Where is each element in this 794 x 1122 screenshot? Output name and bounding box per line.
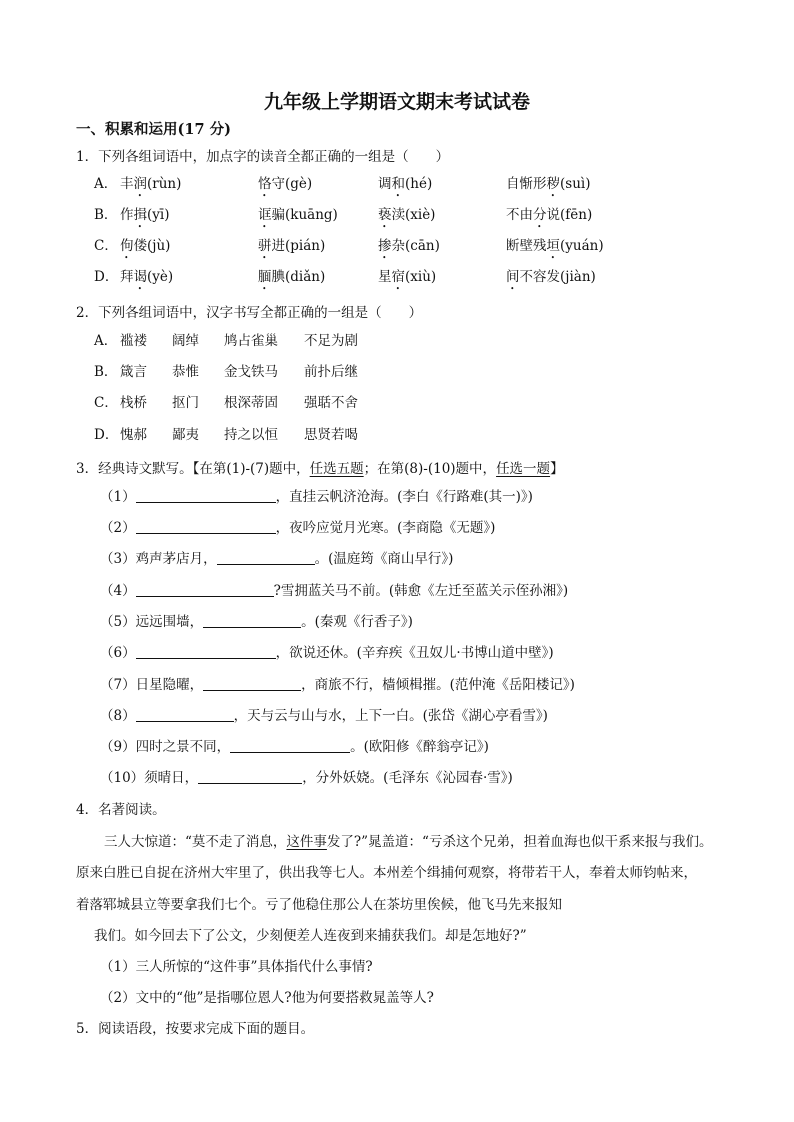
option-label: C． [94, 395, 118, 411]
passage-text: 发了?”晁盖道：“亏杀这个兄弟，担着血海也似干系来报与我们。 [326, 834, 713, 850]
item-text: 日星隐曜， [135, 677, 204, 693]
item-text: ，分外妖娆。(毛泽东《沁园春·雪》) [302, 770, 513, 786]
word-text: (yī) [147, 207, 170, 223]
dotted-char: 恪 [258, 176, 272, 192]
dotted-char: 腼 [258, 269, 272, 285]
dotted-char: 秽 [546, 176, 560, 192]
item-number: （1） [100, 489, 136, 505]
passage-line: 着落郓城县立等要拿我们七个。亏了他稳住那公人在茶坊里俟候，他飞马先来报知 [76, 897, 562, 913]
option-word: 强聒不舍 [304, 395, 358, 411]
word-text: 腆(diǎn) [271, 269, 326, 285]
item-text: 。(欧阳修《醉翁亭记》) [350, 739, 489, 755]
item-number: （3） [100, 551, 136, 567]
recitation-item [100, 769, 513, 787]
option-label: A． [94, 333, 118, 349]
item-text: 。(温庭筠《商山早行》) [314, 551, 454, 567]
dotted-char: 骈 [258, 238, 272, 254]
answer-blank [136, 707, 234, 722]
passage-line: 原来白胜已自捉在济州大牢里了，供出我等七人。本州差个缉捕何观察，将带若干人，奉着太师钧帖来， [76, 865, 697, 881]
option-word [258, 268, 325, 293]
option-word: 阔绰 [172, 333, 199, 349]
word-text: 调 [378, 176, 392, 192]
question-5-stem: 5．阅读语段，按要求完成下面的题目。 [76, 1021, 315, 1037]
option-label: D． [94, 427, 119, 443]
word-text: 渎(xiè) [391, 207, 436, 223]
answer-blank [217, 550, 315, 565]
item-number: （8） [100, 708, 136, 724]
dotted-char: 揖 [133, 207, 147, 223]
answer-blank [136, 582, 274, 597]
option-word [120, 268, 173, 293]
item-number: （10） [100, 770, 145, 786]
item-text: 须晴日， [144, 770, 199, 786]
option-word: 金戈铁马 [224, 364, 278, 380]
item-text: ，夜吟应觉月光寒。(李商隐《无题》) [275, 520, 496, 536]
question-3-stem [76, 460, 564, 478]
stem-text: 】 [550, 461, 564, 477]
option-word [258, 237, 325, 262]
item-text: 四时之景不同， [135, 739, 231, 755]
answer-blank [203, 676, 301, 691]
word-text: 断壁残 [506, 238, 547, 254]
option-word: 不足为剧 [304, 333, 358, 349]
dotted-char: 润 [133, 176, 147, 192]
option-word [378, 268, 436, 293]
item-number: （5） [100, 614, 136, 630]
item-text: 远远围墙， [135, 614, 204, 630]
passage-underlined: 这件事 [286, 834, 327, 850]
option-word [120, 175, 181, 200]
option-label: B． [94, 364, 118, 380]
word-text: 杂(cān) [391, 238, 440, 254]
word-text: 拜 [120, 269, 134, 285]
answer-blank [198, 769, 302, 784]
item-number: （9） [100, 739, 136, 755]
passage-line: 我们。如今回去下了公文，少刻便差人连夜到来捕获我们。却是怎地好?” [94, 928, 527, 944]
option-label: B． [94, 207, 118, 223]
word-text: (yuán) [560, 238, 604, 254]
dotted-char: 谒 [133, 269, 147, 285]
recitation-item [100, 582, 568, 600]
recitation-item [100, 644, 554, 662]
word-text: 不容发(jiàn) [519, 269, 596, 285]
word-text: (yè) [147, 269, 174, 285]
recitation-item [100, 707, 548, 725]
option-word [378, 237, 440, 262]
sub-question: （1）三人所惊的“这件事”具体指代什么事情? [100, 959, 373, 975]
option-word: 箴言 [120, 364, 147, 380]
word-text: (hé) [405, 176, 433, 192]
option-word [378, 175, 432, 200]
word-text: 自惭形 [506, 176, 547, 192]
recitation-item [100, 550, 453, 568]
recitation-item [100, 519, 495, 537]
word-text: 作 [120, 207, 134, 223]
recitation-item [100, 613, 413, 631]
dotted-char: 间 [506, 269, 520, 285]
option-word [120, 237, 170, 262]
item-text: ，欲说还休。(辛弃疾《丑奴儿·书博山道中壁》) [275, 645, 554, 661]
option-word [506, 268, 596, 293]
stem-emphasis: 任选五题 [309, 461, 364, 477]
option-word: 鄙夷 [172, 427, 199, 443]
dotted-char: 分 [533, 207, 547, 223]
passage-line [104, 833, 712, 851]
option-word: 前扑后继 [304, 364, 358, 380]
option-word [258, 206, 338, 231]
recitation-item [100, 676, 575, 694]
option-word: 恭惟 [172, 364, 199, 380]
word-text: 星 [378, 269, 392, 285]
stem-emphasis: 任选一题 [496, 461, 551, 477]
question-4-stem: 4．名著阅读。 [76, 802, 166, 818]
option-word: 鸠占雀巢 [224, 333, 278, 349]
option-word [258, 175, 312, 200]
option-word: 抠门 [172, 395, 199, 411]
option-word [506, 175, 590, 200]
word-text: 偻(jù) [133, 238, 171, 254]
word-text: 骗(kuāng) [271, 207, 338, 223]
section-heading: 一、积累和运用(17 分) [76, 121, 231, 138]
option-label: D． [94, 269, 119, 285]
option-word: 根深蒂固 [224, 395, 278, 411]
item-number: （7） [100, 677, 136, 693]
sub-question: （2）文中的“他”是指哪位恩人?他为何要搭救晁盖等人? [100, 990, 434, 1006]
dotted-char: 掺 [378, 238, 392, 254]
answer-blank [230, 738, 350, 753]
option-word: 褴褛 [120, 333, 147, 349]
answer-blank [203, 613, 301, 628]
option-label: A． [94, 176, 118, 192]
dotted-char: 垣 [546, 238, 560, 254]
stem-text: ；在第(8)-(10)题中， [363, 461, 497, 477]
word-text: 守(gè) [271, 176, 313, 192]
dotted-char: 佝 [120, 238, 134, 254]
dotted-char: 和 [391, 176, 405, 192]
option-label: C． [94, 238, 118, 254]
item-text: 。(秦观《行香子》) [301, 614, 413, 630]
word-text: (suì) [560, 176, 591, 192]
item-text: ?雪拥蓝关马不前。(韩愈《左迁至蓝关示侄孙湘》) [273, 583, 569, 599]
passage-text: 三人大惊道：“莫不走了消息， [104, 834, 287, 850]
page-title: 九年级上学期语文期末考试试卷 [263, 91, 530, 113]
word-text: (rùn) [147, 176, 182, 192]
option-word: 愧郝 [120, 427, 147, 443]
recitation-item [100, 738, 489, 756]
option-word [506, 237, 604, 262]
recitation-item [100, 488, 533, 506]
option-word: 栈桥 [120, 395, 147, 411]
option-word: 思贤若喝 [304, 427, 358, 443]
question-1-stem: 1．下列各组词语中，加点字的读音全都正确的一组是（ ） [76, 149, 450, 165]
answer-blank [136, 488, 276, 503]
item-number: （6） [100, 645, 136, 661]
item-text: ，商旅不行，樯倾楫摧。(范仲淹《岳阳楼记》) [301, 677, 575, 693]
item-number: （2） [100, 520, 136, 536]
word-text: 说(fēn) [546, 207, 593, 223]
option-word [378, 206, 435, 231]
item-number: （4） [100, 583, 136, 599]
item-text: ，天与云与山与水，上下一白。(张岱《湖心亭看雪》) [233, 708, 548, 724]
word-text: (xiù) [405, 269, 437, 285]
item-text: 鸡声茅店月， [135, 551, 217, 567]
option-word: 持之以恒 [224, 427, 278, 443]
dotted-char: 诓 [258, 207, 272, 223]
option-word [120, 206, 169, 231]
word-text: 进(pián) [271, 238, 326, 254]
question-2-stem: 2．下列各组词语中，汉字书写全都正确的一组是（ ） [76, 305, 423, 321]
dotted-char: 宿 [391, 269, 405, 285]
word-text: 不由 [506, 207, 533, 223]
option-word [506, 206, 592, 231]
dotted-char: 亵 [378, 207, 392, 223]
word-text: 丰 [120, 176, 134, 192]
item-text: ，直挂云帆济沧海。(李白《行路难(其一)》) [275, 489, 533, 505]
answer-blank [136, 519, 276, 534]
answer-blank [136, 644, 276, 659]
stem-text: 3．经典诗文默写。【在第(1)-(7)题中， [76, 461, 310, 477]
